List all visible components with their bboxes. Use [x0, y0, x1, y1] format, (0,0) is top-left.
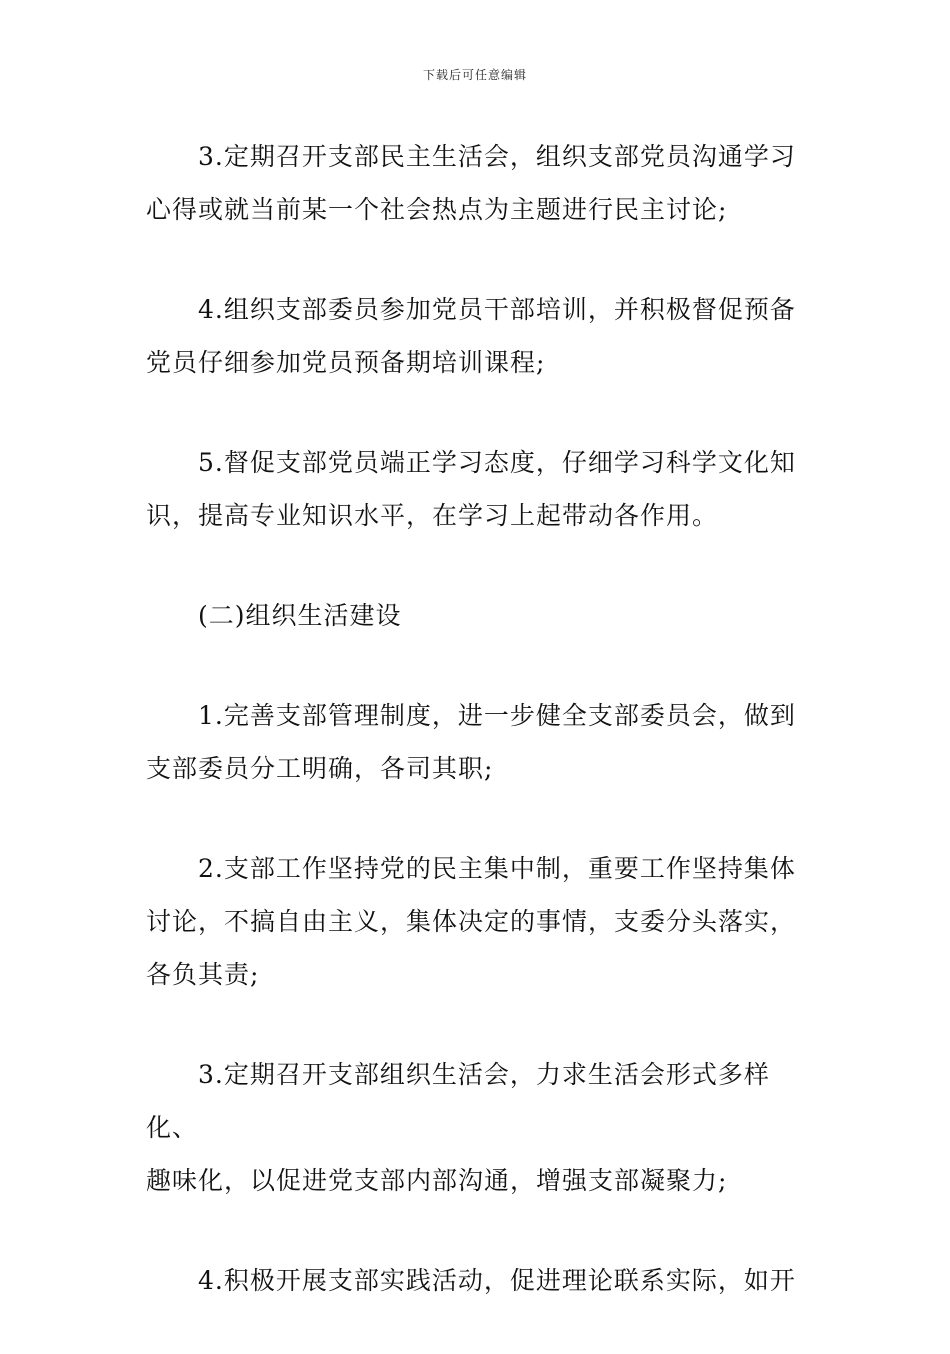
- document-body: [146, 130, 816, 1354]
- paragraph-item-2-democratic-centralism: 2.支部工作坚持党的民主集中制，重要工作坚持集体 讨论，不搞自由主义，集体决定的事情，支委分头落实， 各负其责;: [146, 854, 797, 989]
- paragraph-item-3-democratic-meeting: 3.定期召开支部民主生活会，组织支部党员沟通学习 心得或就当前某一个社会热点为主题进行民主讨论;: [146, 142, 796, 224]
- page-header-note: 下载后可任意编辑: [422, 68, 527, 82]
- paragraph-item-4-training: 4.组织支部委员参加党员干部培训，并积极督促预备 党员仔细参加党员预备期培训课程;: [146, 295, 796, 377]
- paragraph-item-3-organization-meeting: 3.定期召开支部组织生活会，力求生活会形式多样化、 趣味化，以促进党支部内部沟通，增强支部凝聚力;: [146, 1060, 770, 1195]
- paragraph-item-1-management-system: 1.完善支部管理制度，进一步健全支部委员会，做到 支部委员分工明确，各司其职;: [146, 701, 796, 783]
- paragraph-item-5-study-attitude: 5.督促支部党员端正学习态度，仔细学习科学文化知 识，提高专业知识水平，在学习上起带动各作用。: [146, 448, 796, 530]
- section-heading-organization-life: (二)组织生活建设: [198, 601, 402, 630]
- paragraph-item-4-practice-activities: 4.积极开展支部实践活动，促进理论联系实际，如开: [198, 1266, 796, 1295]
